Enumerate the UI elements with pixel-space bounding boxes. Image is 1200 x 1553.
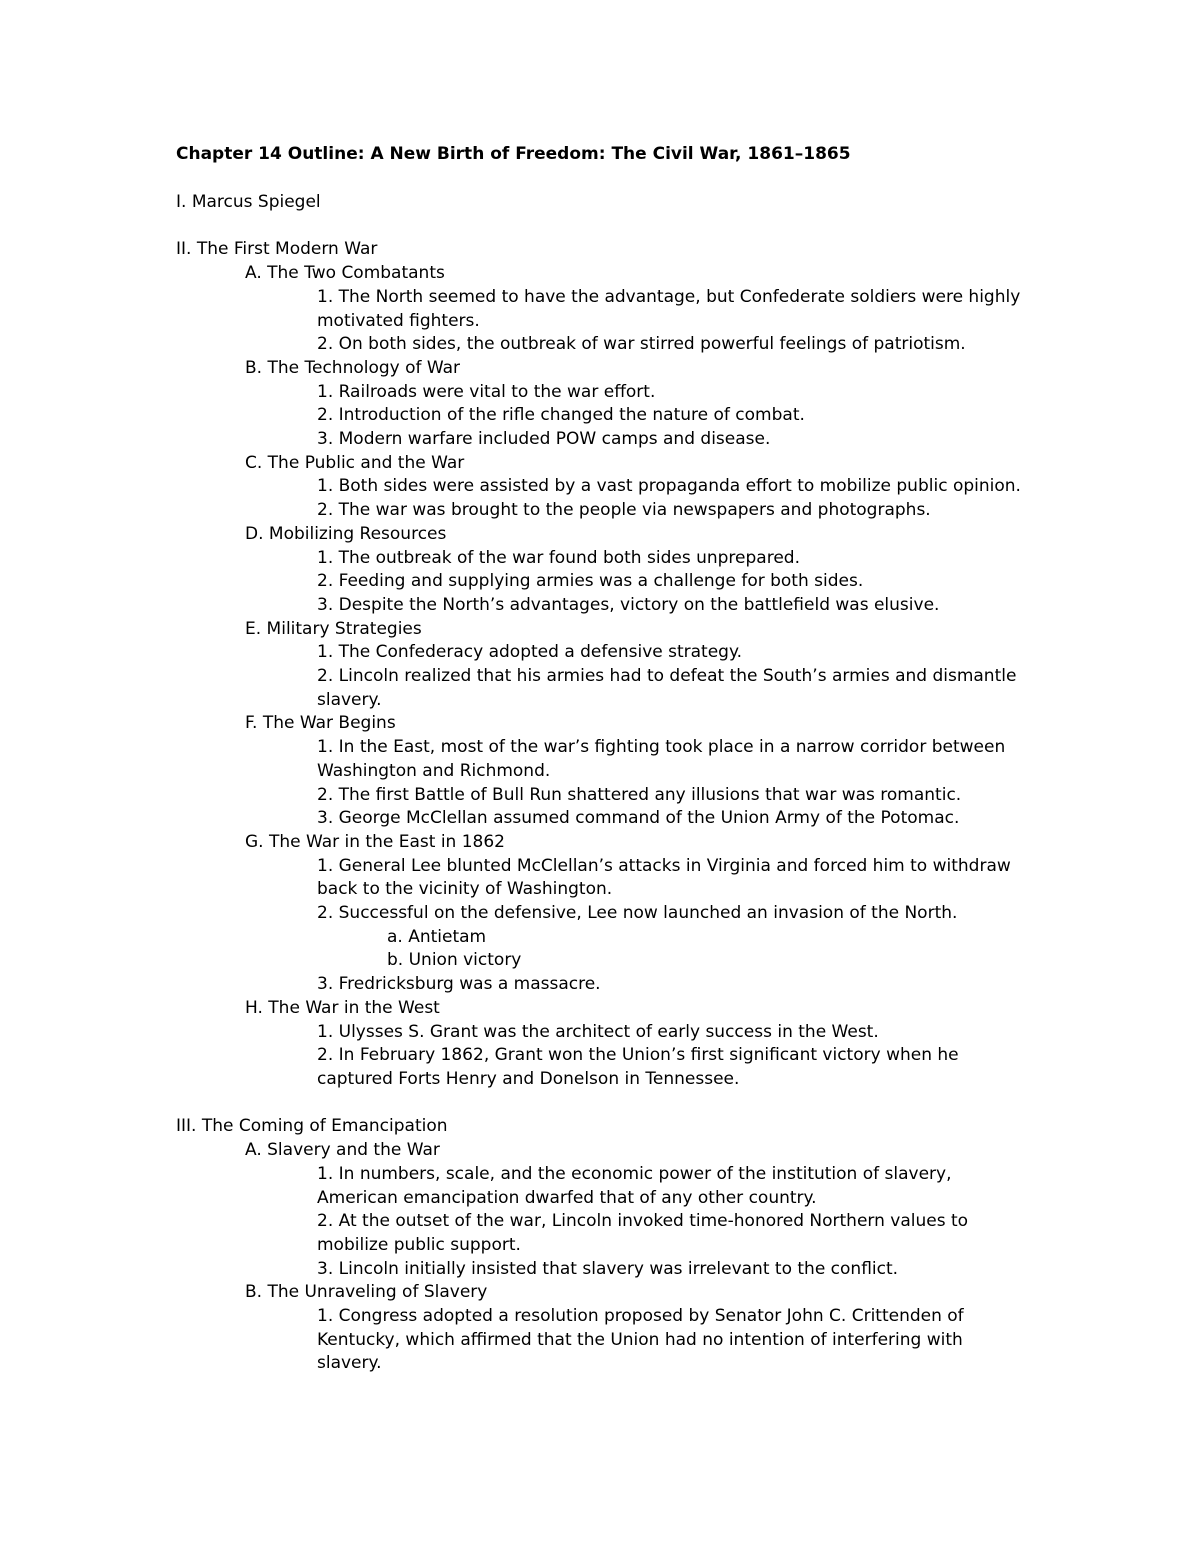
subsection-heading: G. The War in the East in 1862 [245,831,505,852]
outline-point: 3. Fredricksburg was a massacre. [317,974,601,995]
subsection-heading: A. The Two Combatants [245,263,445,284]
outline-subpoint: a. Antietam [387,926,487,947]
section-heading: I. Marcus Spiegel [176,192,321,212]
outline-point: 2. Introduction of the rifle changed the nature of combat. [317,405,805,426]
outline-point: 2. Feeding and supplying armies was a challenge for both sides. [317,571,864,592]
outline-section [176,238,1056,1091]
subsection-heading: B. The Unraveling of Slavery [245,1282,488,1303]
subsection-heading: A. Slavery and the War [245,1140,440,1161]
page-title: Chapter 14 Outline: A New Birth of Freedom: The Civil War, 1861–1865 [176,144,851,164]
outline-section [176,191,1056,215]
outline-point: 3. Despite the North’s advantages, victory on the battlefield was elusive. [317,594,940,615]
outline-point: 2. Successful on the defensive, Lee now launched an invasion of the North. [317,903,958,924]
outline-point: 2. On both sides, the outbreak of war stirred powerful feelings of patriotism. [317,334,966,355]
outline-point: 1. In the East, most of the war’s fighting took place in a narrow corridor between Washington and Richmond. [317,737,1006,781]
outline-point: 1. Both sides were assisted by a vast propaganda effort to mobilize public opinion. [317,476,1021,497]
subsection-heading: F. The War Begins [245,713,396,734]
subsection-heading: H. The War in the West [245,997,440,1018]
outline-point: 1. In numbers, scale, and the economic power of the institution of slavery, American emancipation dwarfed that of any other country. [317,1163,952,1208]
outline-section [176,1115,1056,1376]
outline-point: 1. Ulysses S. Grant was the architect of early success in the West. [317,1021,879,1042]
outline-point: 1. General Lee blunted McClellan’s attacks in Virginia and forced him to withdraw back to the vicinity of Washington. [317,855,1011,900]
outline-point: 1. The North seemed to have the advantage, but Confederate soldiers were highly motivated fighters. [317,286,1021,331]
subsection-heading: B. The Technology of War [245,357,461,378]
outline-point: 2. The first Battle of Bull Run shattered any illusions that war was romantic. [317,784,962,805]
outline-point: 1. Congress adopted a resolution proposed by Senator John C. Crittenden of Kentucky, which affirmed that the Union had no intention of interfering with slavery. [317,1306,964,1374]
outline-point: 3. George McClellan assumed command of the Union Army of the Potomac. [317,808,960,829]
outline-point: 2. Lincoln realized that his armies had to defeat the South’s armies and dismantle slavery. [317,666,1017,710]
subsection-heading: E. Military Strategies [245,618,422,639]
section-heading: II. The First Modern War [176,239,378,260]
outline-point: 1. The outbreak of the war found both sides unprepared. [317,547,800,568]
subsection-heading: C. The Public and the War [245,452,465,473]
outline-point: 2. The war was brought to the people via newspapers and photographs. [317,500,931,521]
outline-point: 3. Modern warfare included POW camps and disease. [317,429,771,450]
section-heading: III. The Coming of Emancipation [176,1116,448,1137]
outline-point: 1. Railroads were vital to the war effort. [317,381,656,402]
outline-subpoint: b. Union victory [387,950,522,971]
outline [176,191,1056,1376]
outline-point: 2. In February 1862, Grant won the Union’s first significant victory when he captured Forts Henry and Donelson in Tennessee. [317,1045,959,1089]
outline-point: 2. At the outset of the war, Lincoln invoked time-honored Northern values to mobilize public support. [317,1211,969,1255]
subsection-heading: D. Mobilizing Resources [245,523,447,544]
outline-point: 1. The Confederacy adopted a defensive strategy. [317,642,742,663]
outline-point: 3. Lincoln initially insisted that slavery was irrelevant to the conflict. [317,1258,899,1279]
